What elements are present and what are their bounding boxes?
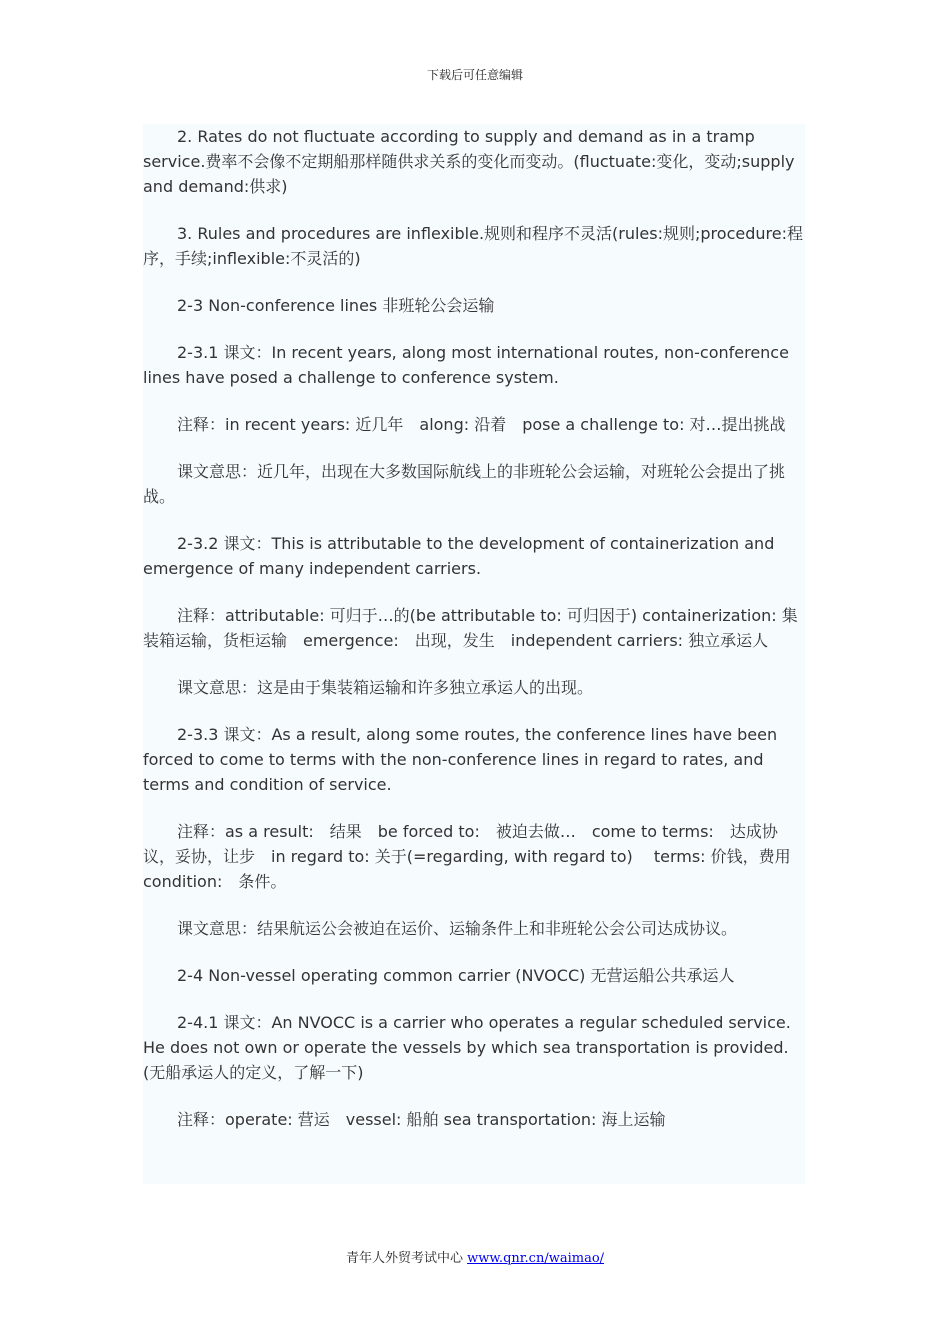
meaning-2-3-1: 课文意思：近几年，出现在大多数国际航线上的非班轮公会运输，对班轮公会提出了挑战。 xyxy=(143,462,786,506)
notes-2-3-3: 注释：as a result: 结果 be forced to: 被迫去做… come to terms: 达成协议，妥协，让步 in regard to: 关于(=regarding, with regard to) terms: 价钱，费用 condition: 条件。 xyxy=(143,822,807,891)
notes-2-3-1: 注释：in recent years: 近几年 along: 沿着 pose a challenge to: 对…提出挑战 xyxy=(177,415,786,434)
lesson-text-2-3-2: 2-3.2 课文：This is attributable to the development of containerization and emergence of many independent carriers. xyxy=(143,534,775,578)
lesson-text-2-3-3: 2-3.3 课文：As a result, along some routes, the conference lines have been forced to come to terms with the non-conference lines in regard to rates, and terms and condition of service. xyxy=(143,725,778,794)
notes-2-3-2: 注释：attributable: 可归于…的(be attributable to: 可归因于) containerization: 集装箱运输，货柜运输 emergence: 出现，发生 independent carriers: 独立承运人 xyxy=(143,606,798,650)
page-footer xyxy=(0,1247,950,1266)
page-header: 下载后可任意编辑 xyxy=(426,68,523,82)
notes-2-4-1: 注释：operate: 营运 vessel: 船舶 sea transportation: 海上运输 xyxy=(177,1110,666,1129)
footer-link[interactable]: www.qnr.cn/waimao/ xyxy=(467,1251,605,1266)
meaning-2-3-2: 课文意思：这是由于集装箱运输和许多独立承运人的出现。 xyxy=(177,678,594,697)
section-heading-non-conference: 2-3 Non-conference lines 非班轮公会运输 xyxy=(177,296,495,315)
paragraph-rules: 3. Rules and procedures are inflexible.规则和程序不灵活(rules:规则;procedure:程序，手续;inflexible:不灵活的) xyxy=(143,224,803,268)
meaning-2-3-3: 课文意思：结果航运公会被迫在运价、运输条件上和非班轮公会公司达成协议。 xyxy=(177,919,738,938)
section-heading-nvocc: 2-4 Non-vessel operating common carrier (NVOCC) 无营运船公共承运人 xyxy=(177,966,735,985)
footer-label: 青年人外贸考试中心 xyxy=(345,1251,468,1266)
paragraph-rates: 2. Rates do not fluctuate according to supply and demand as in a tramp service.费率不会像不定期船那样随供求关系的变化而变动。(fluctuate:变化，变动;supply and demand:供求) xyxy=(143,127,795,196)
document-body xyxy=(143,124,805,1184)
lesson-text-2-4-1: 2-4.1 课文：An NVOCC is a carrier who operates a regular scheduled service. He does not own or operate the vessels by which sea transportation is provided. (无船承运人的定义，了解一下) xyxy=(143,1013,791,1082)
lesson-text-2-3-1: 2-3.1 课文：In recent years, along most international routes, non-conference lines have posed a challenge to conference system. xyxy=(143,343,789,387)
